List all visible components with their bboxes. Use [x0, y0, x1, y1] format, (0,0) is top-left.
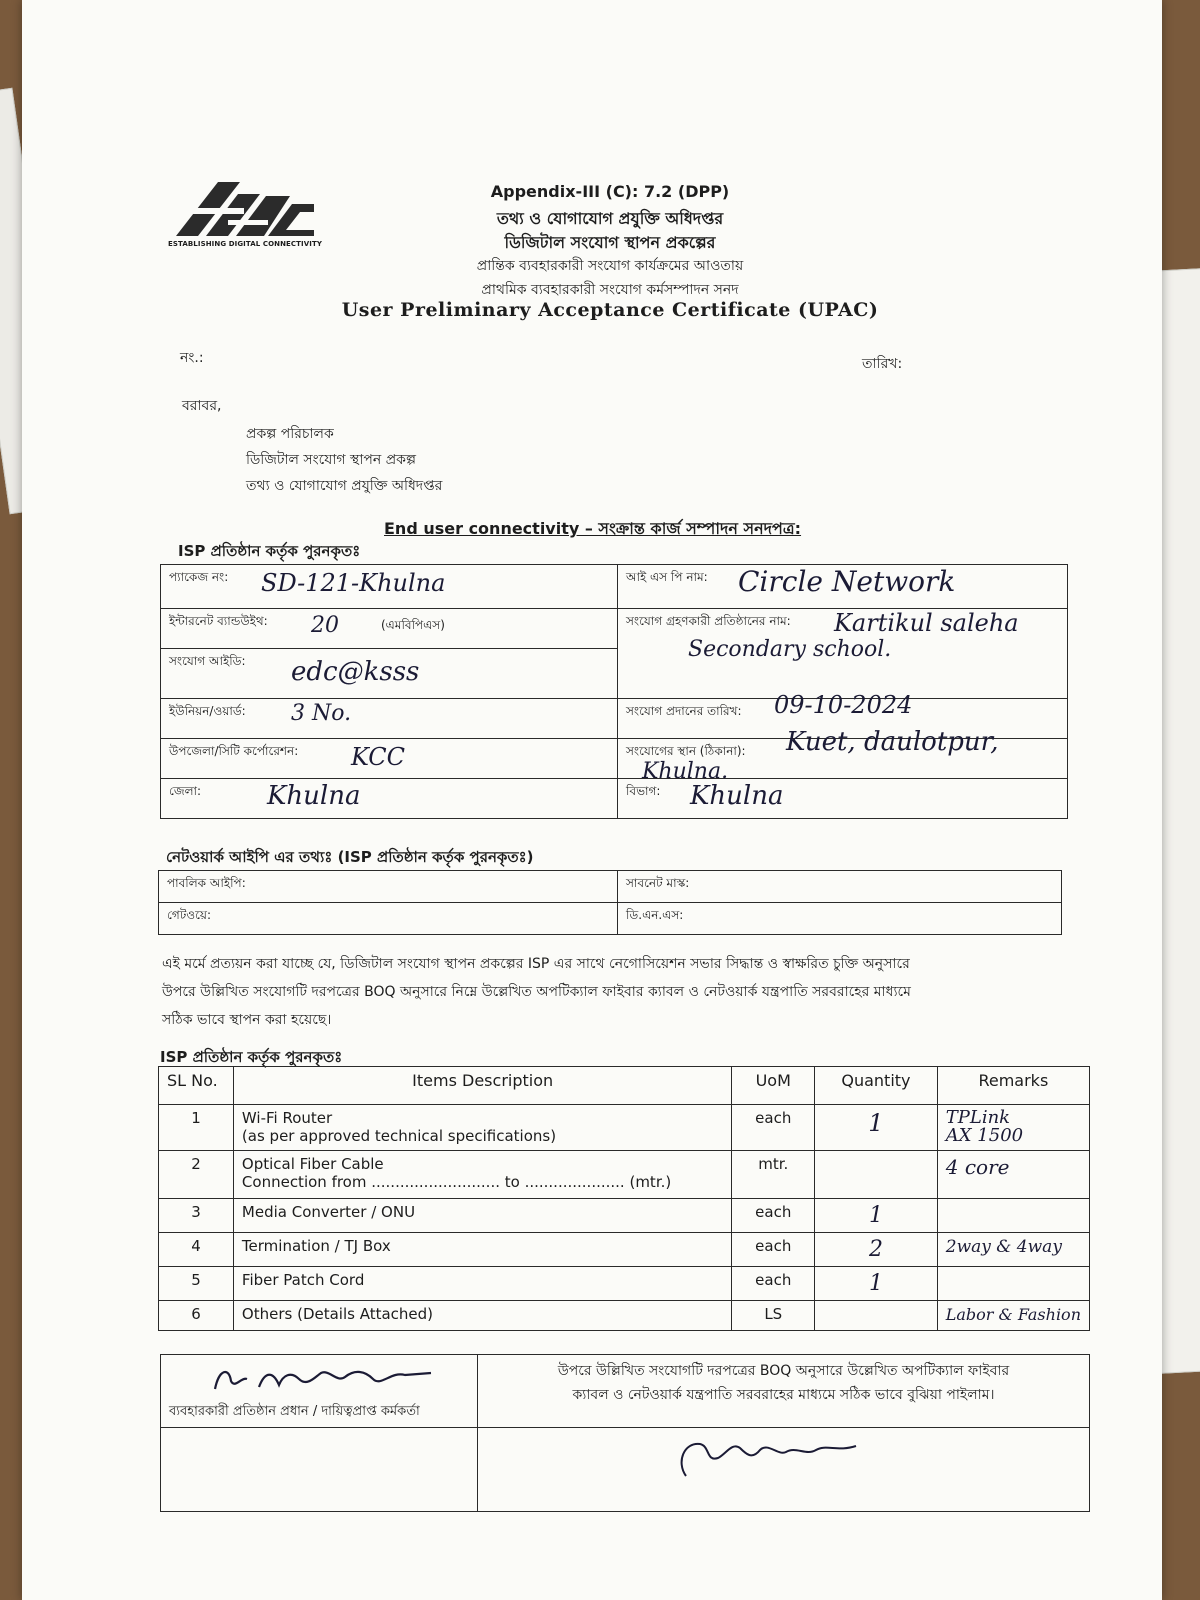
package-value: SD-121-Khulna [261, 569, 446, 597]
declaration-line-3: সঠিক ভাবে স্থাপন করা হয়েছে। [162, 1012, 332, 1028]
header-quantity: Quantity [815, 1067, 938, 1105]
row-quantity [815, 1233, 938, 1267]
upazila-value: KCC [351, 743, 406, 771]
public-ip-cell [159, 871, 618, 903]
recipient-cell [618, 609, 1068, 699]
boq-title: ISP প্রতিষ্ঠান কর্তৃক পুরনকৃতঃ [160, 1048, 343, 1066]
network-ip-table [158, 870, 1062, 935]
connection-date-label: সংযোগ প্রদানের তারিখ: [626, 704, 742, 718]
remarks-handwritten: TPLink [945, 1107, 1011, 1128]
division-value: Khulna [690, 781, 784, 811]
row-uom: each [732, 1233, 815, 1267]
row-remarks [937, 1301, 1089, 1331]
quantity-handwritten: 1 [868, 1203, 883, 1228]
row-remarks [937, 1105, 1089, 1151]
logo-tagline: ESTABLISHING DIGITAL CONNECTIVITY [168, 240, 322, 248]
declaration-line-2: উপরে উল্লিখিত সংযোগটি দরপত্রের BOQ অনুসারে নিম্নে উল্লেখিত অপটিক্যাল ফাইবার ক্যাবল ও নেটওয়ার্ক যন্ত্রপাতি সরবরাহের মাধ্যমে [162, 984, 911, 1000]
user-signature-label: ব্যবহারকারী প্রতিষ্ঠান প্রধান / দায়িত্বপ্রাপ্ত কর্মকর্তা [169, 1404, 420, 1419]
quantity-handwritten: 1 [868, 1271, 883, 1296]
gateway-label: গেটওয়ে: [167, 908, 212, 922]
remarks-handwritten: Labor & Fashion [945, 1305, 1081, 1324]
row-uom: LS [732, 1301, 815, 1331]
remarks-handwritten-2: AX 1500 [945, 1125, 1024, 1146]
connection-info-table [160, 564, 1068, 819]
address-line-3: তথ্য ও যোগাযোগ প্রযুক্তি অধিদপ্তর [246, 478, 443, 494]
row-uom: each [732, 1267, 815, 1301]
row-quantity [815, 1267, 938, 1301]
bandwidth-unit: (এমবিপিএস) [381, 618, 445, 632]
header-sl: SL No. [159, 1067, 234, 1105]
row-description: Termination / TJ Box [233, 1233, 731, 1267]
row-uom: each [732, 1199, 815, 1233]
row-quantity [815, 1301, 938, 1331]
remarks-handwritten: 2way & 4way [945, 1237, 1062, 1257]
header-remarks: Remarks [937, 1067, 1089, 1105]
union-label: ইউনিয়ন/ওয়ার্ড: [169, 704, 246, 718]
connection-id-label: সংযোগ আইডি: [169, 654, 246, 668]
isp-filled-label: ISP প্রতিষ্ঠান কর্তৃক পুরনকৃতঃ [178, 542, 361, 560]
union-cell [161, 699, 618, 739]
row-sl: 4 [159, 1233, 234, 1267]
appendix-heading: Appendix-III (C): 7.2 (DPP) [490, 182, 730, 201]
subnet-label: সাবনেট মাস্ক: [626, 876, 690, 890]
isp-name-value: Circle Network [738, 565, 956, 598]
row-sl: 1 [159, 1105, 234, 1151]
row-description: Fiber Patch Cord [233, 1267, 731, 1301]
row-desc-line-2: Connection from ........................... to ..................... (mtr.) [241, 1173, 672, 1191]
row-description [233, 1105, 731, 1151]
table-row [159, 1233, 1090, 1267]
location-cell [618, 727, 1068, 784]
recipient-value: Kartikul saleha [834, 609, 1019, 637]
row-quantity [815, 1151, 938, 1199]
subheading-line3: প্রান্তিক ব্যবহারকারী সংযোগ কার্যক্রমের আওতায় [476, 258, 744, 274]
gateway-cell [159, 903, 618, 935]
blank-left-cell [161, 1428, 478, 1512]
division-cell [618, 779, 1068, 819]
subnet-cell [618, 871, 1062, 903]
subheading-line4: প্রাথমিক ব্যবহারকারী সংযোগ কর্মসম্পাদন সনদ [481, 282, 739, 298]
district-value: Khulna [267, 781, 361, 811]
address-line-1: প্রকল্প পরিচালক [246, 426, 334, 442]
table-row [159, 1105, 1090, 1151]
row-sl: 3 [159, 1199, 234, 1233]
package-label: প্যাকেজ নং: [169, 570, 229, 584]
row-quantity [815, 1105, 938, 1151]
row-uom: each [732, 1105, 815, 1151]
table-row [159, 1151, 1090, 1199]
boq-table [158, 1066, 1090, 1331]
location-label: সংযোগের স্থান (ঠিকানা): [626, 744, 746, 758]
row-uom: mtr. [732, 1151, 815, 1199]
public-ip-label: পাবলিক আইপি: [167, 876, 246, 890]
address-line-2: ডিজিটাল সংযোগ স্থাপন প্রকল্প [246, 452, 416, 468]
row-description [233, 1151, 731, 1199]
row-remarks [937, 1199, 1089, 1233]
receipt-text-cell [478, 1355, 1090, 1428]
receiver-signature-cell [478, 1428, 1090, 1512]
declaration-line-1: এই মর্মে প্রত্যয়ন করা যাচ্ছে যে, ডিজিটাল সংযোগ স্থাপন প্রকল্পের ISP এর সাথে নেগোসিয়েশন সভার সিদ্ধান্ত ও স্বাক্ষরিত চুক্তি অনুসারে [162, 956, 910, 972]
bandwidth-label: ইন্টারনেট ব্যান্ডউইথ: [169, 614, 268, 628]
department-heading: তথ্য ও যোগাযোগ প্রযুক্তি অধিদপ্তর [496, 209, 724, 228]
isp-name-label: আই এস পি নাম: [626, 570, 708, 584]
quantity-handwritten: 2 [868, 1237, 883, 1262]
district-label: জেলা: [169, 784, 202, 798]
connection-id-value: edc@ksss [291, 657, 420, 687]
recipient-value-2: Secondary school. [688, 637, 892, 662]
row-desc-line-1: Wi-Fi Router [241, 1109, 333, 1127]
row-remarks [937, 1233, 1089, 1267]
bandwidth-value: 20 [311, 613, 339, 638]
isp-name-cell [618, 565, 1068, 609]
union-value: 3 No. [291, 701, 352, 726]
remarks-handwritten: 4 core [945, 1155, 1010, 1179]
location-value-2: Khulna. [642, 759, 729, 784]
row-description: Media Converter / ONU [233, 1199, 731, 1233]
header-description: Items Description [233, 1067, 731, 1105]
project-heading: ডিজিটাল সংযোগ স্থাপন প্রকল্পের [504, 233, 716, 252]
header-uom: UoM [732, 1067, 815, 1105]
to-label: বরাবর, [182, 398, 222, 414]
upazila-cell [161, 739, 618, 779]
edc-logo [168, 178, 322, 258]
table-row [159, 1199, 1090, 1233]
connection-id-cell [161, 649, 618, 699]
receipt-text-line-1: উপরে উল্লিখিত সংযোগটি দরপত্রের BOQ অনুসারে উল্লেখিত অপটিক্যাল ফাইবার [557, 1363, 1010, 1379]
connection-date-value: 09-10-2024 [774, 691, 913, 719]
user-signature [169, 1359, 449, 1399]
table-row [159, 1301, 1090, 1331]
division-label: বিভাগ: [626, 784, 661, 798]
date-label: তারিখ: [862, 356, 903, 372]
dns-cell [618, 903, 1062, 935]
row-description: Others (Details Attached) [233, 1301, 731, 1331]
network-title: নেটওয়ার্ক আইপি এর তথ্যঃ (ISP প্রতিষ্ঠান কর্তৃক পুরনকৃতঃ) [166, 848, 534, 866]
row-remarks [937, 1267, 1089, 1301]
row-desc-line-1: Optical Fiber Cable [241, 1155, 384, 1173]
row-sl: 2 [159, 1151, 234, 1199]
dns-label: ডি.এন.এস: [626, 908, 684, 922]
recipient-label: সংযোগ গ্রহণকারী প্রতিষ্ঠানের নাম: [626, 614, 791, 628]
document-title: User Preliminary Acceptance Certificate (UPAC) [341, 299, 879, 321]
bandwidth-cell [161, 609, 618, 649]
row-sl: 6 [159, 1301, 234, 1331]
row-sl: 5 [159, 1267, 234, 1301]
location-value: Kuet, daulotpur, [786, 727, 999, 757]
row-remarks [937, 1151, 1089, 1199]
row-desc-line-2: (as per approved technical specifications) [241, 1127, 557, 1145]
section-title: End user connectivity – সংক্রান্ত কার্জ সম্পাদন সনদপত্র: [384, 519, 802, 538]
upazila-label: উপজেলা/সিটি কর্পোরেশন: [169, 744, 299, 758]
receipt-text-line-2: ক্যাবল ও নেটওয়ার্ক যন্ত্রপাতি সরবরাহের মাধ্যমে সঠিক ভাবে বুঝিয়া পাইলাম। [572, 1387, 995, 1403]
user-signature-cell [161, 1355, 478, 1428]
table-row [159, 1267, 1090, 1301]
quantity-handwritten: 1 [868, 1109, 884, 1137]
row-quantity [815, 1199, 938, 1233]
signature-table [160, 1354, 1090, 1512]
package-cell [161, 565, 618, 609]
receiver-signature [666, 1432, 886, 1482]
number-label: নং.: [180, 350, 204, 366]
district-cell [161, 779, 618, 819]
